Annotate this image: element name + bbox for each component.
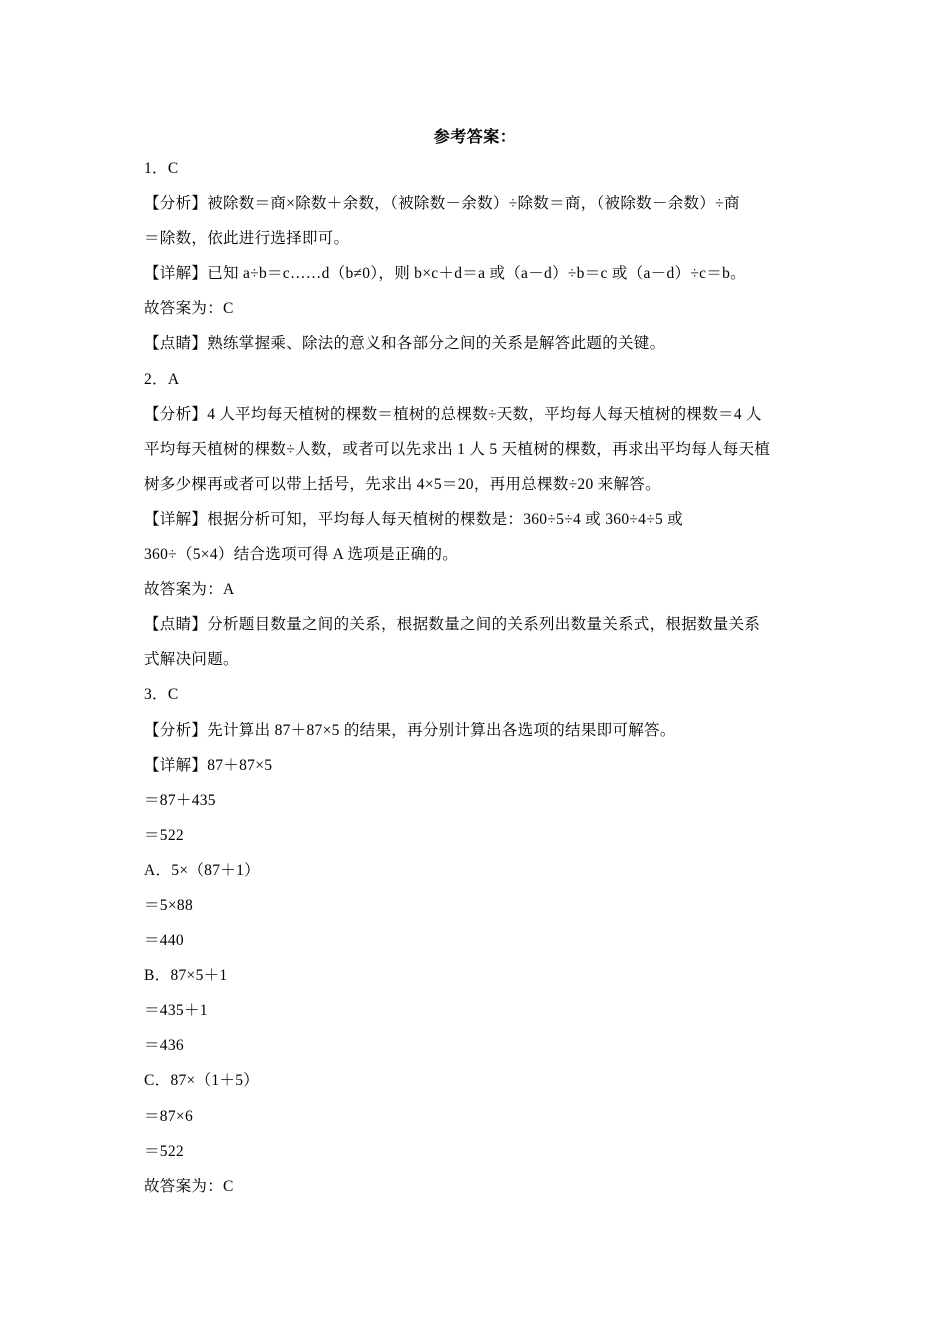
text-line: 平均每天植树的棵数÷人数，或者可以先求出 1 人 5 天植树的棵数，再求出平均每人每天植 [144,440,771,458]
text-line: 故答案为：A [144,581,235,599]
text-line: ＝5×88 [144,896,193,914]
text-line: 【分析】先计算出 87＋87×5 的结果，再分别计算出各选项的结果即可解答。 [144,721,676,739]
text-line: ＝435＋1 [144,1002,208,1020]
text-line: 【分析】被除数＝商×除数＋余数，（被除数－余数）÷除数＝商，（被除数－余数）÷商 [144,195,740,213]
text-line: 【详解】87＋87×5 [144,756,273,774]
text-line: 360÷（5×4）结合选项可得 A 选项是正确的。 [144,546,459,564]
text-line: 3．C [144,686,179,704]
text-line: 【详解】根据分析可知，平均每人每天植树的棵数是：360÷5÷4 或 360÷4÷5 或 [144,510,684,528]
page-title: 参考答案： [433,129,517,146]
answer-content [144,151,809,1204]
text-line: B．87×5＋1 [144,967,228,985]
text-line: ＝522 [144,1142,184,1160]
text-line: 【点睛】分析题目数量之间的关系，根据数量之间的关系列出数量关系式，根据数量关系 [144,616,761,634]
text-line: 【点睛】熟练掌握乘、除法的意义和各部分之间的关系是解答此题的关键。 [144,335,666,353]
text-line: C．87×（1＋5） [144,1072,260,1090]
text-line: 【分析】4 人平均每天植树的棵数＝植树的总棵数÷天数，平均每人每天植树的棵数＝4 人 [144,405,762,423]
text-line: 故答案为：C [144,300,234,318]
text-line: A．5×（87＋1） [144,861,260,879]
text-line: 2．A [144,370,180,388]
text-line: ＝除数，依此进行选择即可。 [144,230,350,248]
text-line: ＝436 [144,1037,184,1055]
text-line: ＝522 [144,826,184,844]
text-line: ＝440 [144,932,184,950]
text-line: ＝87×6 [144,1107,193,1125]
text-line: 1．C [144,160,179,177]
text-line: 【详解】已知 a÷b＝c……d（b≠0），则 b×c＋d＝a 或（a－d）÷b＝c 或（a－d）÷c＝b。 [144,265,746,283]
text-line: 故答案为：C [144,1177,234,1195]
text-line: ＝87＋435 [144,791,216,809]
text-line: 式解决问题。 [144,651,239,669]
text-line: 树多少棵再或者可以带上括号，先求出 4×5＝20，再用总棵数÷20 来解答。 [144,475,661,493]
